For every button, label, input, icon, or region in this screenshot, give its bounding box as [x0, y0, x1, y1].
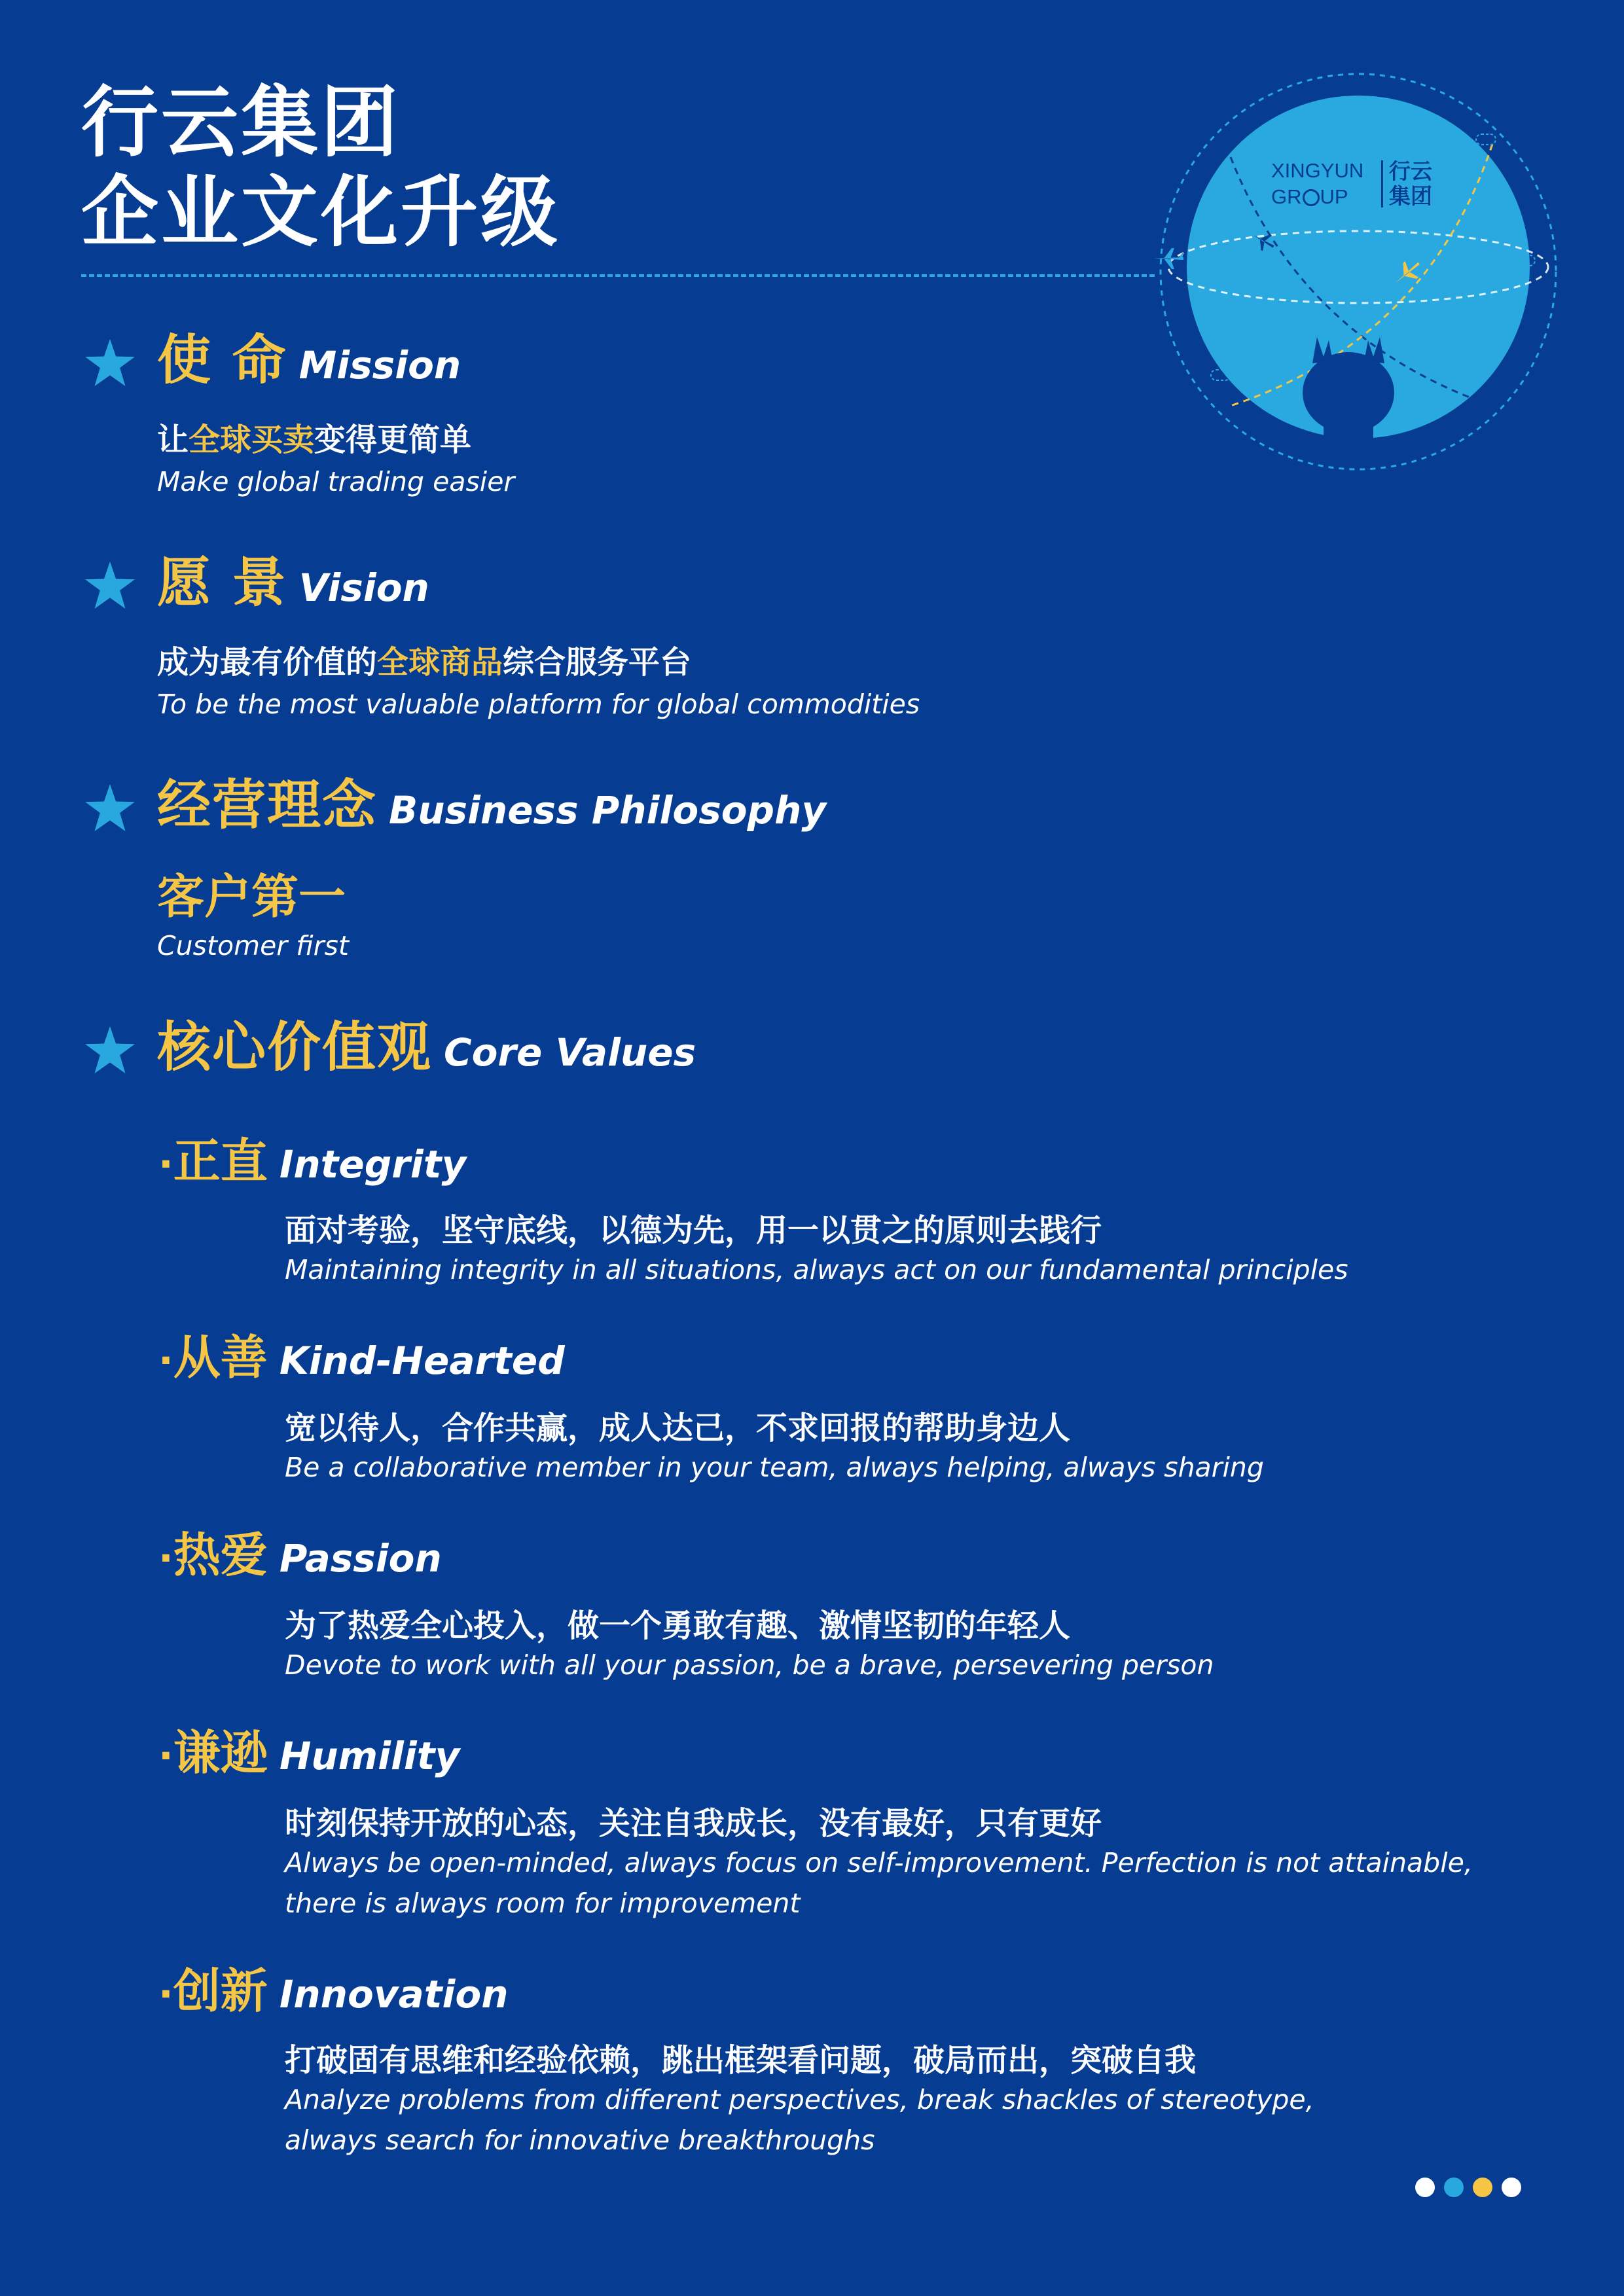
value-desc-en-integrity: Maintaining integrity in all situations, always act on our fundamental principles — [285, 1254, 1348, 1285]
vision-text-cn: 成为最有价值的全球商品综合服务平台 — [157, 644, 692, 681]
logo-en-line1: XINGYUN — [1271, 159, 1364, 182]
core-values-title-cn: 核心价值观 — [157, 1016, 433, 1079]
vision-title-en: Vision — [298, 565, 429, 610]
page-title-line2: 企业文化升级 — [81, 167, 561, 257]
mission-text-en: Make global trading easier — [157, 466, 515, 497]
page-indicator-dots — [1414, 2176, 1532, 2198]
logo-separator — [1381, 160, 1383, 207]
value-heading-innovation: ·创新 Innovation — [158, 1964, 509, 2018]
value-desc-en-innovation-1: Analyze problems from different perspectives, break shackles of stereotype, — [285, 2084, 1314, 2115]
core-values-title-en: Core Values — [444, 1030, 696, 1075]
value-desc-cn-kind-hearted: 宽以待人，合作共赢，成人达己，不求回报的帮助身边人 — [285, 1410, 1071, 1446]
star-icon — [85, 562, 135, 609]
globe-illustration — [1152, 65, 1564, 478]
value-desc-en-passion: Devote to work with all your passion, be a brave, persevering person — [285, 1649, 1214, 1681]
value-heading-integrity: ·正直 Integrity — [158, 1134, 467, 1189]
airplane-icon — [1152, 245, 1185, 272]
philosophy-title-cn: 经营理念 — [157, 774, 378, 836]
value-desc-cn-integrity: 面对考验，坚守底线，以德为先，用一以贯之的原则去践行 — [285, 1212, 1102, 1249]
xingyun-logo — [1271, 160, 1441, 219]
value-desc-cn-passion: 为了热爱全心投入，做一个勇敢有趣、激情坚韧的年轻人 — [285, 1607, 1071, 1644]
star-icon — [85, 784, 135, 831]
vision-heading — [157, 552, 429, 614]
logo-cn-line1: 行云 — [1389, 158, 1432, 184]
core-values-heading — [157, 1016, 696, 1079]
value-heading-humility: ·谦逊 Humility — [158, 1725, 460, 1780]
philosophy-text-en: Customer first — [157, 930, 349, 961]
logo-en-line2: GR — [1271, 185, 1302, 208]
airplane-icon — [1391, 259, 1424, 287]
philosophy-heading — [157, 774, 827, 836]
airplane-icon — [1250, 229, 1276, 253]
title-divider — [81, 274, 1155, 277]
philosophy-title-en: Business Philosophy — [389, 788, 827, 833]
logo-en-line2b: UP — [1320, 185, 1348, 208]
value-desc-en-innovation-2: always search for innovative breakthroughs — [285, 2125, 875, 2156]
mission-heading — [157, 329, 461, 391]
mission-text-cn: 让全球买卖变得更简单 — [157, 422, 472, 458]
value-desc-cn-innovation: 打破固有思维和经验依赖，跳出框架看问题，破局而出，突破自我 — [285, 2042, 1197, 2079]
page-title-line1: 行云集团 — [81, 77, 401, 168]
mission-title-en: Mission — [298, 343, 461, 387]
value-heading-passion: ·热爱 Passion — [158, 1528, 442, 1583]
logo-cn-line2: 集团 — [1389, 183, 1432, 209]
vision-text-en: To be the most valuable platform for global commodities — [157, 689, 920, 720]
value-desc-en-humility-1: Always be open-minded, always focus on self-improvement. Perfection is not attainable, — [285, 1847, 1473, 1878]
value-desc-cn-humility: 时刻保持开放的心态，关注自我成长，没有最好，只有更好 — [285, 1805, 1102, 1842]
vision-title-cn: 愿 景 — [157, 552, 287, 614]
globe-icon — [1303, 189, 1320, 206]
mission-title-cn: 使 命 — [157, 329, 287, 391]
value-desc-en-humility-2: there is always room for improvement — [285, 1888, 801, 1919]
star-icon — [85, 339, 135, 386]
star-icon — [85, 1026, 135, 1073]
value-heading-kind-hearted: ·从善 Kind-Hearted — [158, 1330, 565, 1385]
philosophy-text-cn: 客户第一 — [157, 869, 346, 924]
value-desc-en-kind-hearted: Be a collaborative member in your team, always helping, always sharing — [285, 1452, 1264, 1483]
